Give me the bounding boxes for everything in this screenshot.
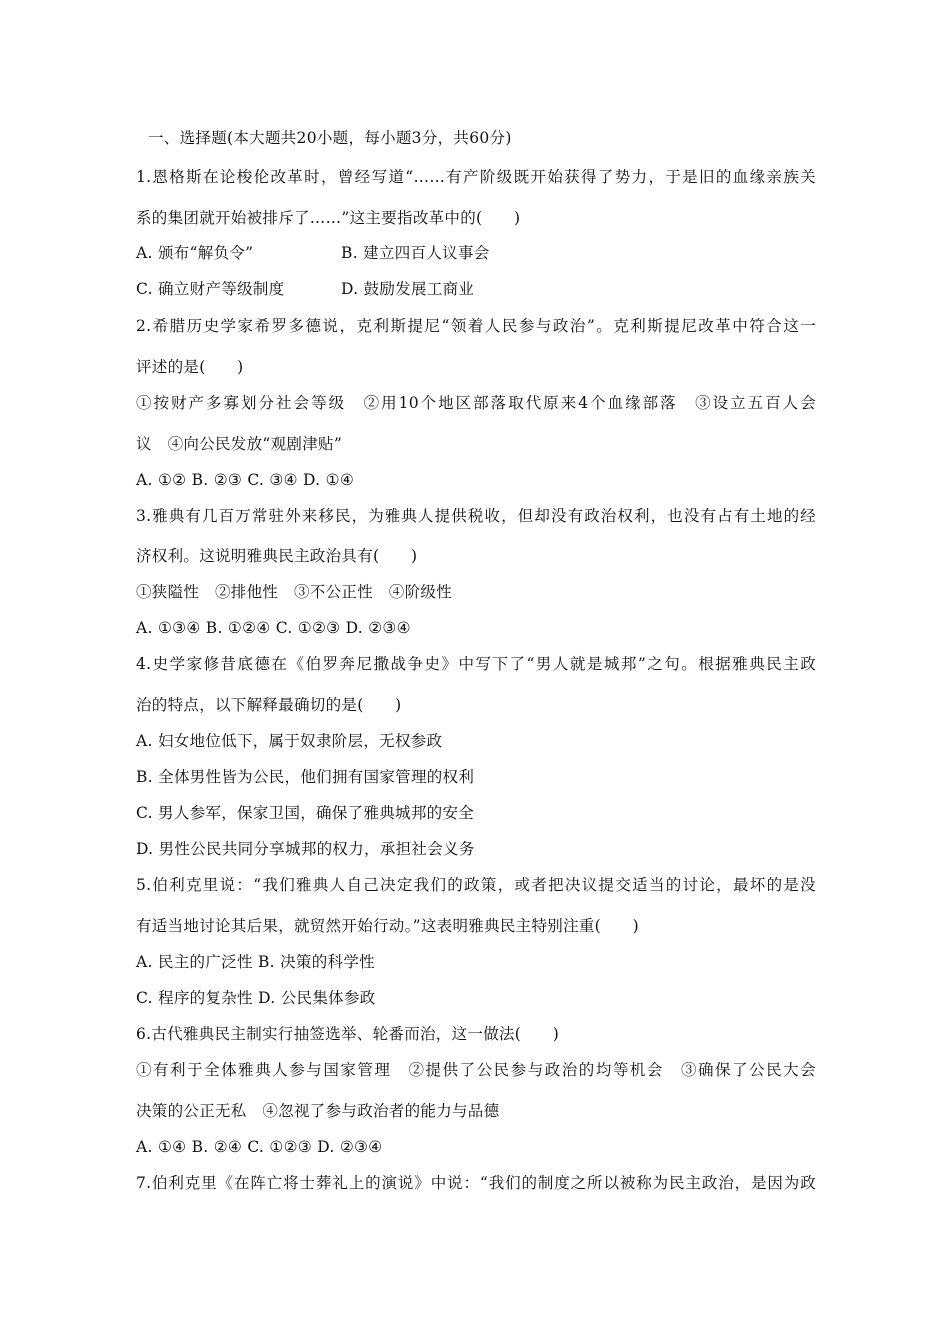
- question-3-line-3: ①狭隘性 ②排他性 ③不公正性 ④阶级性: [136, 583, 453, 601]
- question-1-options-row-1: [136, 243, 816, 263]
- question-3-line-2: 济权利。这说明雅典民主政治具有( ): [136, 547, 418, 565]
- question-3-options: A. ①③④ B. ①②④ C. ①②③ D. ②③④: [136, 619, 411, 637]
- question-5-options-row-1: A. 民主的广泛性 B. 决策的科学性: [136, 953, 375, 971]
- question-2-line-1: 2.希腊历史学家希罗多德说，克利斯提尼“领着人民参与政治”。克利斯提尼改革中符合这一: [136, 317, 816, 335]
- question-4-option-c: C. 男人参军，保家卫国，确保了雅典城邦的安全: [136, 804, 475, 822]
- question-1-line-1: 1.恩格斯在论梭伦改革时，曾经写道“……有产阶级既开始获得了势力，于是旧的血缘亲族关: [136, 168, 816, 186]
- question-4-option-d: D. 男性公民共同分享城邦的权力，承担社会义务: [136, 840, 475, 858]
- question-4-line-2: 治的特点，以下解释最确切的是( ): [136, 696, 402, 714]
- question-3-line-1: 3.雅典有几百万常驻外来移民，为雅典人提供税收，但却没有政治权利，也没有占有土地的经: [136, 507, 816, 525]
- question-1-option-d: D. 鼓励发展工商业: [341, 280, 475, 298]
- question-6-line-2: ①有利于全体雅典人参与国家管理 ②提供了公民参与政治的均等机会 ③确保了公民大会: [136, 1061, 816, 1079]
- question-2-options: A. ①② B. ②③ C. ③④ D. ①④: [136, 471, 355, 489]
- question-5-options-row-2: C. 程序的复杂性 D. 公民集体参政: [136, 989, 376, 1007]
- question-1-option-c: C. 确立财产等级制度: [136, 280, 285, 298]
- question-2-line-4: 议 ④向公民发放“观剧津贴”: [136, 435, 343, 453]
- question-7-line-1: 7.伯利克里《在阵亡将士葬礼上的演说》中说：“我们的制度之所以被称为民主政治，是因为政: [136, 1174, 816, 1192]
- question-2-line-3: ①按财产多寡划分社会等级 ②用10个地区部落取代原来4个血缘部落 ③设立五百人会: [136, 394, 816, 412]
- question-1-option-a: A. 颁布“解负令”: [136, 244, 254, 262]
- question-4-option-a: A. 妇女地位低下，属于奴隶阶层，无权参政: [136, 732, 443, 750]
- question-5-line-1: 5.伯利克里说：“我们雅典人自己决定我们的政策，或者把决议提交适当的讨论，最坏的是没: [136, 876, 816, 894]
- question-4-option-b: B. 全体男性皆为公民，他们拥有国家管理的权利: [136, 768, 475, 786]
- question-1-options-row-2: [136, 279, 816, 299]
- question-1-option-b: B. 建立四百人议事会: [341, 244, 490, 262]
- question-4-line-1: 4.史学家修昔底德在《伯罗奔尼撒战争史》中写下了“男人就是城邦”之句。根据雅典民主政: [136, 655, 816, 673]
- question-6-line-3: 决策的公正无私 ④忽视了参与政治者的能力与品德: [136, 1102, 500, 1120]
- section-title: 一、选择题(本大题共20小题，每小题3分，共60分): [148, 129, 512, 147]
- question-5-line-2: 有适当地讨论其后果，就贸然开始行动。”这表明雅典民主特别注重( ): [136, 917, 639, 935]
- question-6-options: A. ①④ B. ②④ C. ①②③ D. ②③④: [136, 1138, 383, 1156]
- question-6-line-1: 6.古代雅典民主制实行抽签选举、轮番而治，这一做法( ): [136, 1025, 560, 1043]
- question-1-line-2: 系的集团就开始被排斥了……”这主要指改革中的( ): [136, 209, 521, 227]
- question-2-line-2: 评述的是( ): [136, 358, 244, 376]
